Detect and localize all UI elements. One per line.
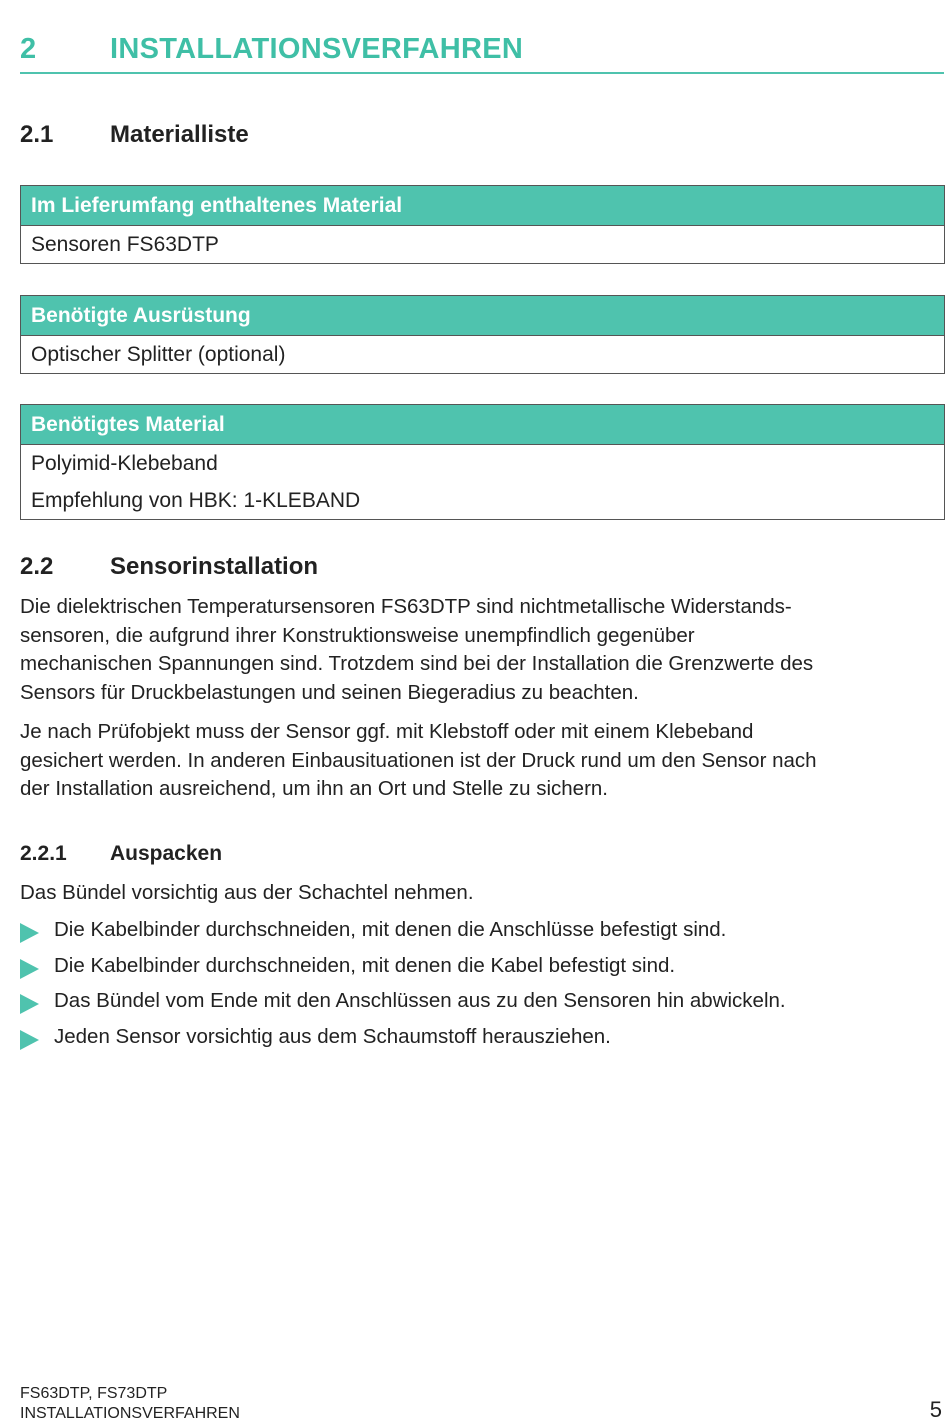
material-box-row: Optischer Splitter (optional)	[31, 343, 286, 366]
section-title: Materialliste	[110, 121, 249, 148]
paragraph-line: der Installation ausreichend, um ihn an Ort und Stelle zu sichern.	[20, 777, 608, 800]
page-number: 5	[929, 1397, 942, 1422]
material-box-row: Polyimid-Klebeband	[31, 452, 218, 475]
page-footer	[20, 1384, 240, 1424]
footer-product-line: FS63DTP, FS73DTP	[20, 1385, 168, 1402]
material-box-equipment	[20, 295, 945, 374]
material-box-row: Sensoren FS63DTP	[31, 233, 219, 256]
material-box-required-material	[20, 404, 945, 520]
material-box-row: Empfehlung von HBK: 1-KLEBAND	[31, 489, 361, 512]
paragraph-sensor-description	[20, 593, 940, 707]
chapter-title: INSTALLATIONSVERFAHREN	[110, 33, 524, 65]
paragraph-line: Die dielektrischen Temperatursensoren FS63DTP sind nichtmetallische Widerstands-	[20, 595, 792, 618]
paragraph-line: mechanischen Spannungen sind. Trotzdem sind bei der Installation die Grenzwerte des	[20, 652, 814, 675]
triangle-right-icon	[20, 923, 39, 943]
list-item-text: Die Kabelbinder durchschneiden, mit denen die Anschlüsse befestigt sind.	[54, 918, 727, 941]
subsection-title: Auspacken	[110, 842, 223, 865]
material-box-header: Benötigte Ausrüstung	[21, 296, 944, 336]
material-box-header: Benötigtes Material	[21, 405, 944, 445]
list-item-text: Jeden Sensor vorsichtig aus dem Schaumstoff herausziehen.	[54, 1025, 611, 1048]
paragraph-line: gesichert werden. In anderen Einbausituationen ist der Druck rund um den Sensor nach	[20, 748, 817, 772]
material-box-header: Im Lieferumfang enthaltenes Material	[21, 186, 944, 226]
list-item-text: Die Kabelbinder durchschneiden, mit denen die Kabel befestigt sind.	[54, 954, 676, 977]
paragraph-unpack-intro: Das Bündel vorsichtig aus der Schachtel nehmen.	[20, 881, 474, 904]
paragraph-line: Sensors für Druckbelastungen und seinen Biegeradius zu beachten.	[20, 680, 639, 704]
chapter-heading	[20, 30, 944, 74]
section-title: Sensorinstallation	[110, 553, 319, 580]
triangle-right-icon	[20, 1030, 39, 1050]
paragraph-line: sensoren, die aufgrund ihrer Konstruktionsweise unempfindlich gegenüber	[20, 623, 695, 647]
triangle-right-icon	[20, 959, 39, 979]
chapter-number: 2	[20, 33, 37, 65]
footer-chapter-line: INSTALLATIONSVERFAHREN	[20, 1405, 240, 1422]
subsection-number: 2.2.1	[20, 842, 67, 865]
paragraph-sensor-fixing	[20, 718, 940, 804]
material-box-included	[20, 185, 945, 264]
list-item-text: Das Bündel vom Ende mit den Anschlüssen aus zu den Sensoren hin abwickeln.	[54, 989, 786, 1012]
paragraph-line: Je nach Prüfobjekt muss der Sensor ggf. mit Klebstoff oder mit einem Klebeband	[20, 720, 754, 743]
section-number: 2.1	[20, 121, 54, 148]
triangle-right-icon	[20, 994, 39, 1014]
section-number: 2.2	[20, 553, 54, 580]
